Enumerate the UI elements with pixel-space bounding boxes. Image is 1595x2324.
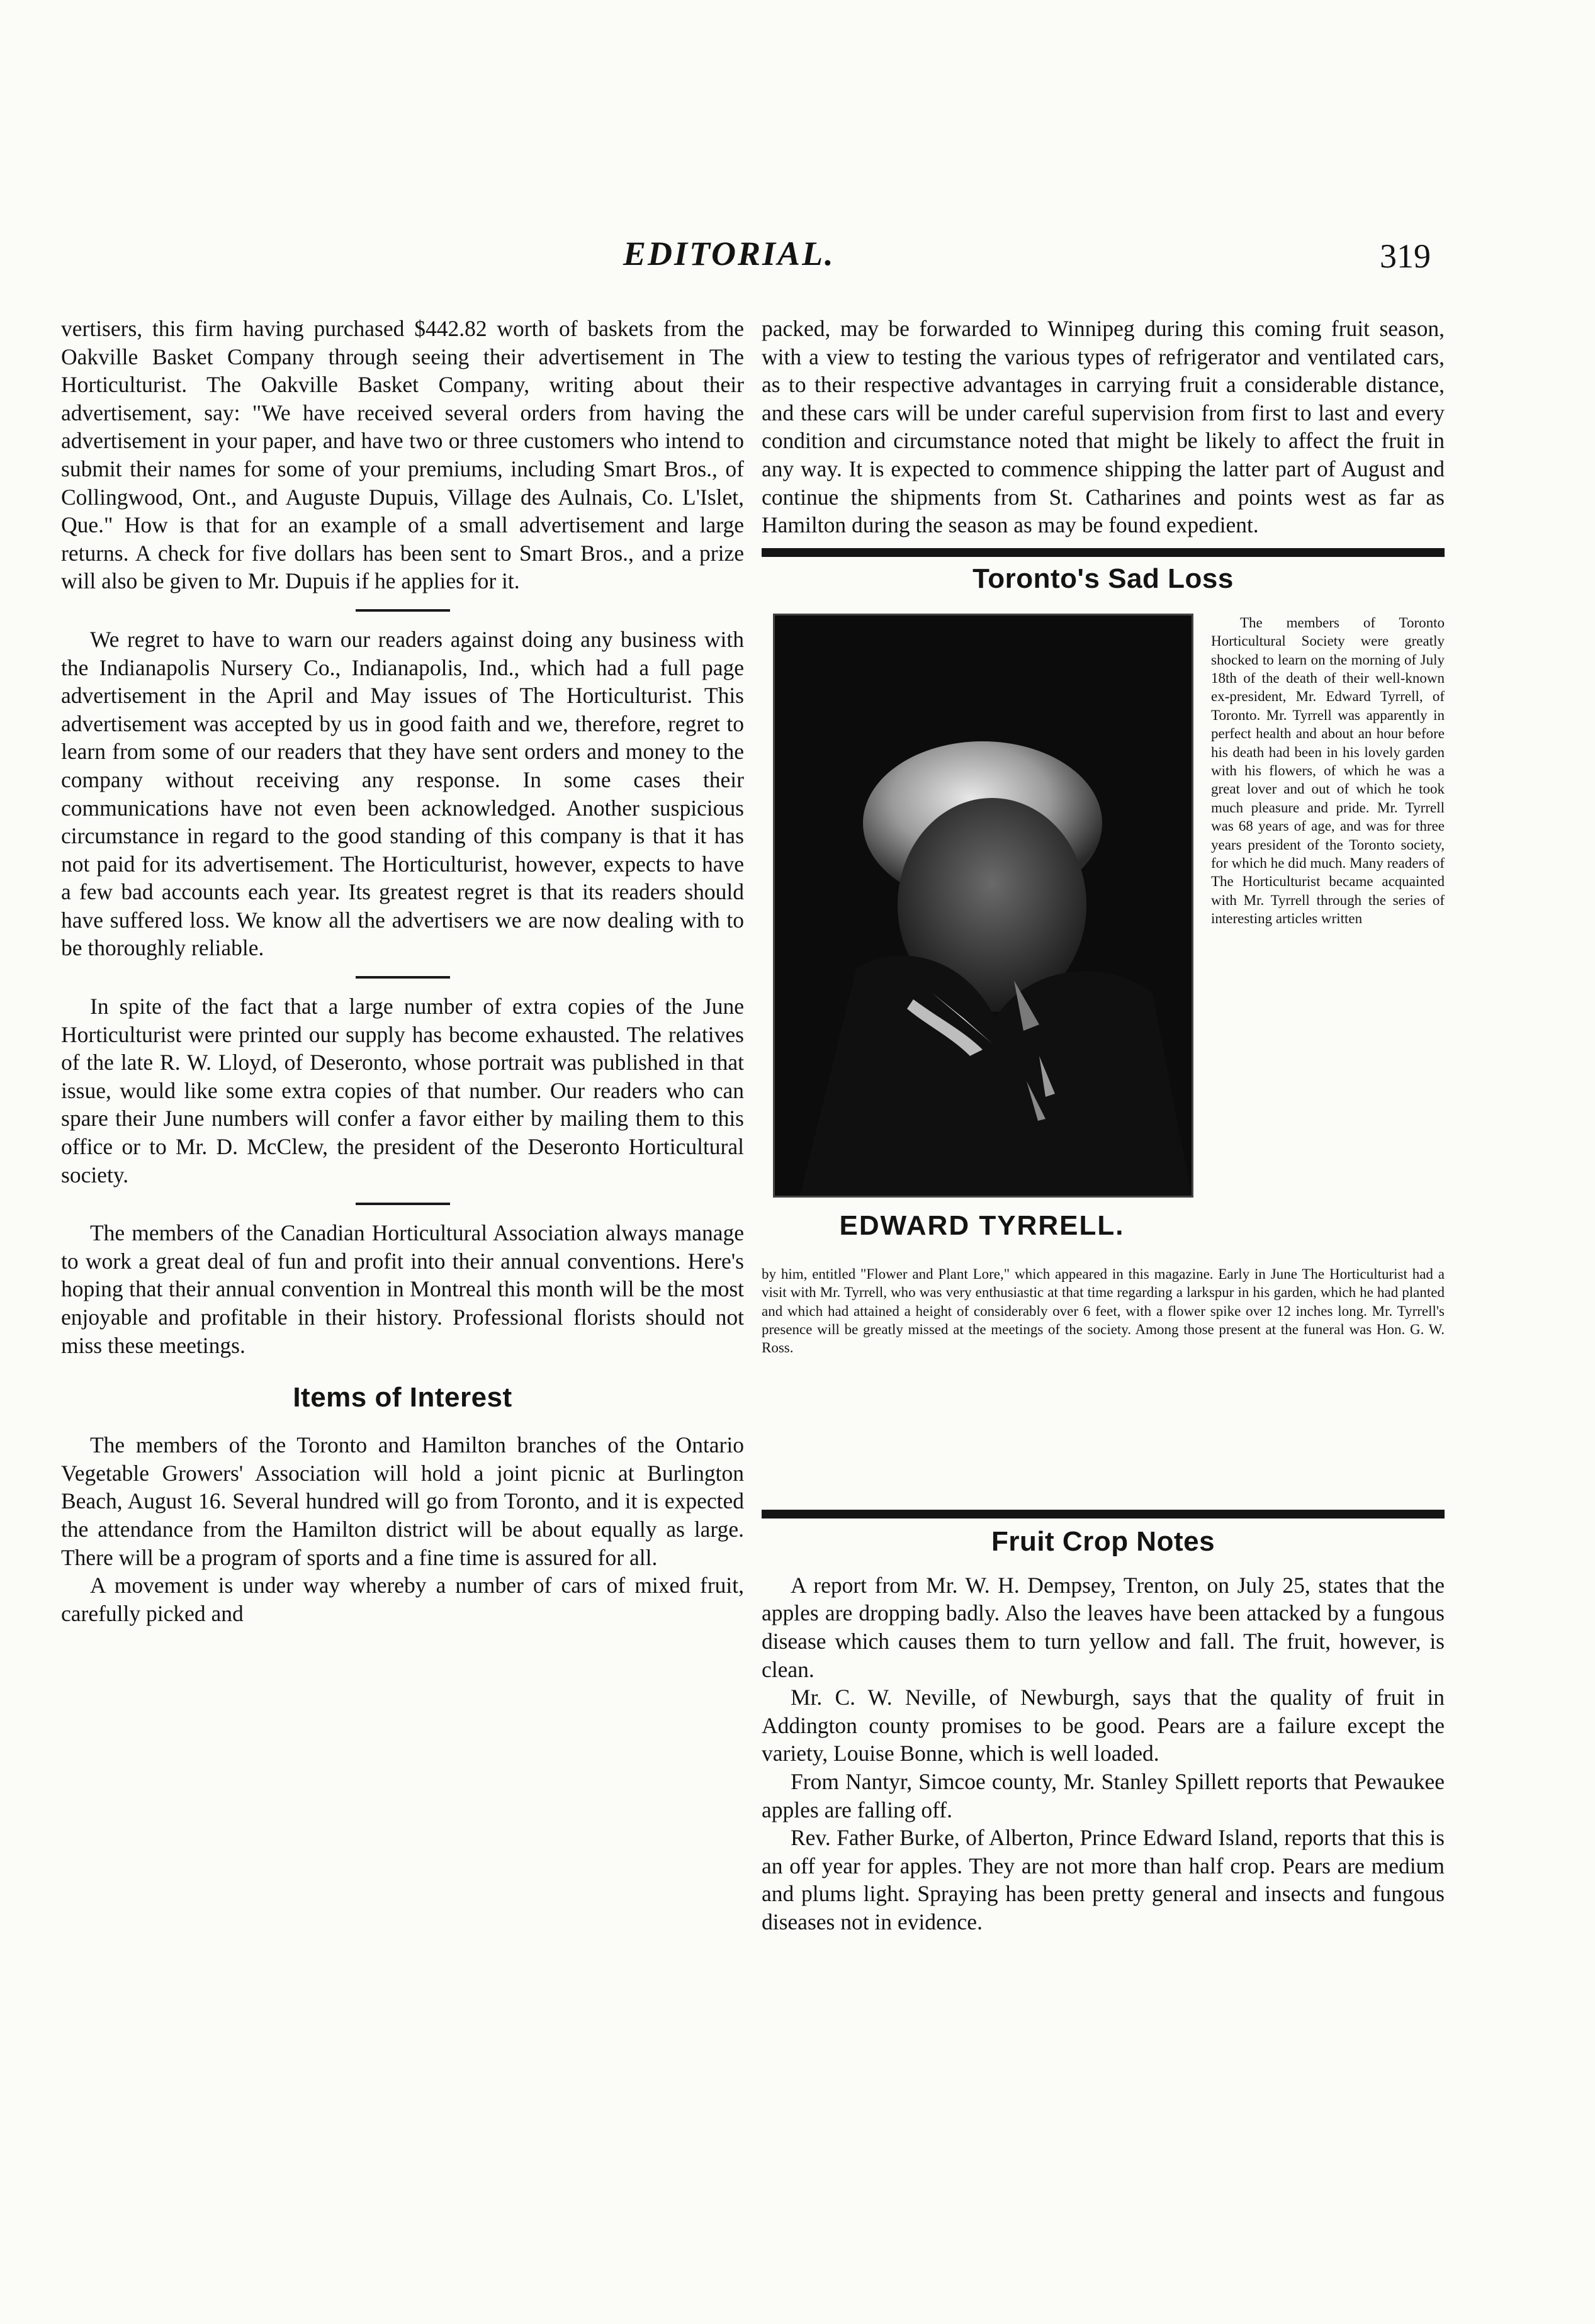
paragraph-picnic: The members of the Toronto and Hamilton branches of the Ontario Vegetable Growers' Association will hold a joint picnic at Burlington Beach, August 16. Several hundred will go from Toronto, and it is expected the attendance from the Hamilton district will be about equally as large. There will be a program of sports and a fine time is assured for all. — [61, 1432, 744, 1570]
page-header-title: EDITORIAL. — [623, 235, 835, 272]
section-rule — [762, 548, 1445, 557]
paragraph-indianapolis-warning: We regret to have to warn our readers against doing any business with the Indianapolis Nursery Co., Indianapolis, Ind., which had a full page advertisement in the April and May issues of The Horticulturist. This advertisement was accepted by us in good faith and we, therefore, regret to learn from some of our readers that they have sent orders and money to the company without receiving any response. In some cases their communications have not even been acknowledged. Another suspicious circumstance in regard to the good standing of this company is that it has not paid for its advertisement. The Horticulturist, however, expects to have a few bad accounts each year. Its greatest regret is that its readers should have suffered loss. We know all the advertisers we are now dealing with to be thoroughly reliable. — [61, 626, 744, 961]
separator — [356, 976, 450, 979]
left-column — [61, 315, 744, 1627]
paragraph-burke-report: Rev. Father Burke, of Alberton, Prince Edward Island, reports that this is an off year for apples. They are not more than half crop. Pears are medium and plums light. Spraying has been pretty general and insects and fungous diseases not in evidence. — [762, 1825, 1445, 1934]
items-of-interest-heading: Items of Interest — [293, 1382, 512, 1413]
portrait-photo — [773, 614, 1193, 1198]
right-column — [762, 315, 1445, 1936]
obituary-block — [762, 614, 1445, 1495]
paragraph-spillett-report: From Nantyr, Simcoe county, Mr. Stanley Spillett reports that Pewaukee apples are falling off. — [762, 1768, 1445, 1822]
paragraph-dempsey-report: A report from Mr. W. H. Dempsey, Trenton, on July 25, states that the apples are dropping badly. Also the leaves have been attacked by a fungous disease which causes them to turn yellow and fall. The fruit, however, is clean. — [762, 1572, 1445, 1682]
obituary-bottom-text: by him, entitled "Flower and Plant Lore," which appeared in this magazine. Early in June The Horticulturist had a visit with Mr. Tyrrell, who was very enthusiastic at that time regarding a larkspur in his garden, which he had planted and which had attained a height of considerably over 6 feet, with a flower spike over 12 inches long. Mr. Tyrrell's presence will be greatly missed at the meetings of the society. Among those present at the funeral was Hon. G. W. Ross. — [762, 1266, 1445, 1356]
paragraph-horticultural-association: The members of the Canadian Horticultural Association always manage to work a great deal of fun and profit into their annual conventions. Here's hoping that their annual convention in Montreal this month will be the most enjoyable and profitable in their history. Professional florists should not miss these meetings. — [61, 1220, 744, 1358]
page-number: 319 — [1380, 237, 1431, 275]
separator — [356, 1203, 450, 1205]
paragraph-winnipeg-continued: packed, may be forwarded to Winnipeg during this coming fruit season, with a view to testing the various types of refrigerator and ventilated cars, as to their respective advantages in carrying fruit a considerable distance, and these cars will be under careful supervision from first to last and every condition and circumstance noted that might be likely to affect the fruit in any way. It is expected to commence shipping the latter part of August and continue the shipments from St. Catharines and points west as far as Hamilton during the season as may be found expedient. — [762, 316, 1445, 538]
photo-caption: EDWARD TYRRELL. — [839, 1210, 1125, 1241]
paragraph-fruit-cars: A movement is under way whereby a number of cars of mixed fruit, carefully picked and — [61, 1573, 744, 1626]
obituary-side-text: The members of Toronto Horticultural Society were greatly shocked to learn on the morning of July 18th of the death of their well-known ex-president, Mr. Edward Tyrrell, of Toronto. Mr. Tyrrell was apparently in perfect health and about an hour before his death had been in his lovely garden with his flowers, of which he was a great lover and out of which he took much pleasure and pride. Mr. Tyrrell was 68 years of age, and was for three years president of the Toronto society, for which he did much. Many readers of The Horticulturist became acquainted with Mr. Tyrrell through the series of interesting articles written — [1211, 614, 1445, 927]
paragraph-june-copies: In spite of the fact that a large number of extra copies of the June Horticulturist were printed our supply has become exhausted. The relatives of the late R. W. Lloyd, of Deseronto, whose portrait was published in that issue, would like some extra copies of that number. Our readers who can spare their June numbers will confer a favor either by mailing them to this office or to Mr. D. McClew, the president of the Deseronto Horticultural society. — [61, 994, 744, 1187]
torontos-sad-loss-heading: Toronto's Sad Loss — [972, 563, 1234, 594]
separator — [356, 609, 450, 612]
paragraph-neville-report: Mr. C. W. Neville, of Newburgh, says that the quality of fruit in Addington county promises to be good. Pears are a failure except the variety, Louise Bonne, which is well loaded. — [762, 1685, 1445, 1766]
paragraph-advertisers: vertisers, this firm having purchased $442.82 worth of baskets from the Oakville Basket Company through seeing their advertisement in The Horticulturist. The Oakville Basket Company, writing about their advertisement, say: "We have received several orders from having the advertisement in your paper, and have two or three customers who intend to submit their names for some of your premiums, including Smart Bros., of Collingwood, Ont., and Auguste Dupuis, Village des Aulnais, Co. L'Islet, Que." How is that for an example of a small advertisement and large returns. A check for five dollars has been sent to Smart Bros., and a prize will also be given to Mr. Dupuis if he applies for it. — [61, 316, 744, 594]
portrait-illustration — [775, 615, 1192, 1196]
section-rule — [762, 1510, 1445, 1518]
fruit-crop-notes-heading: Fruit Crop Notes — [991, 1525, 1215, 1557]
